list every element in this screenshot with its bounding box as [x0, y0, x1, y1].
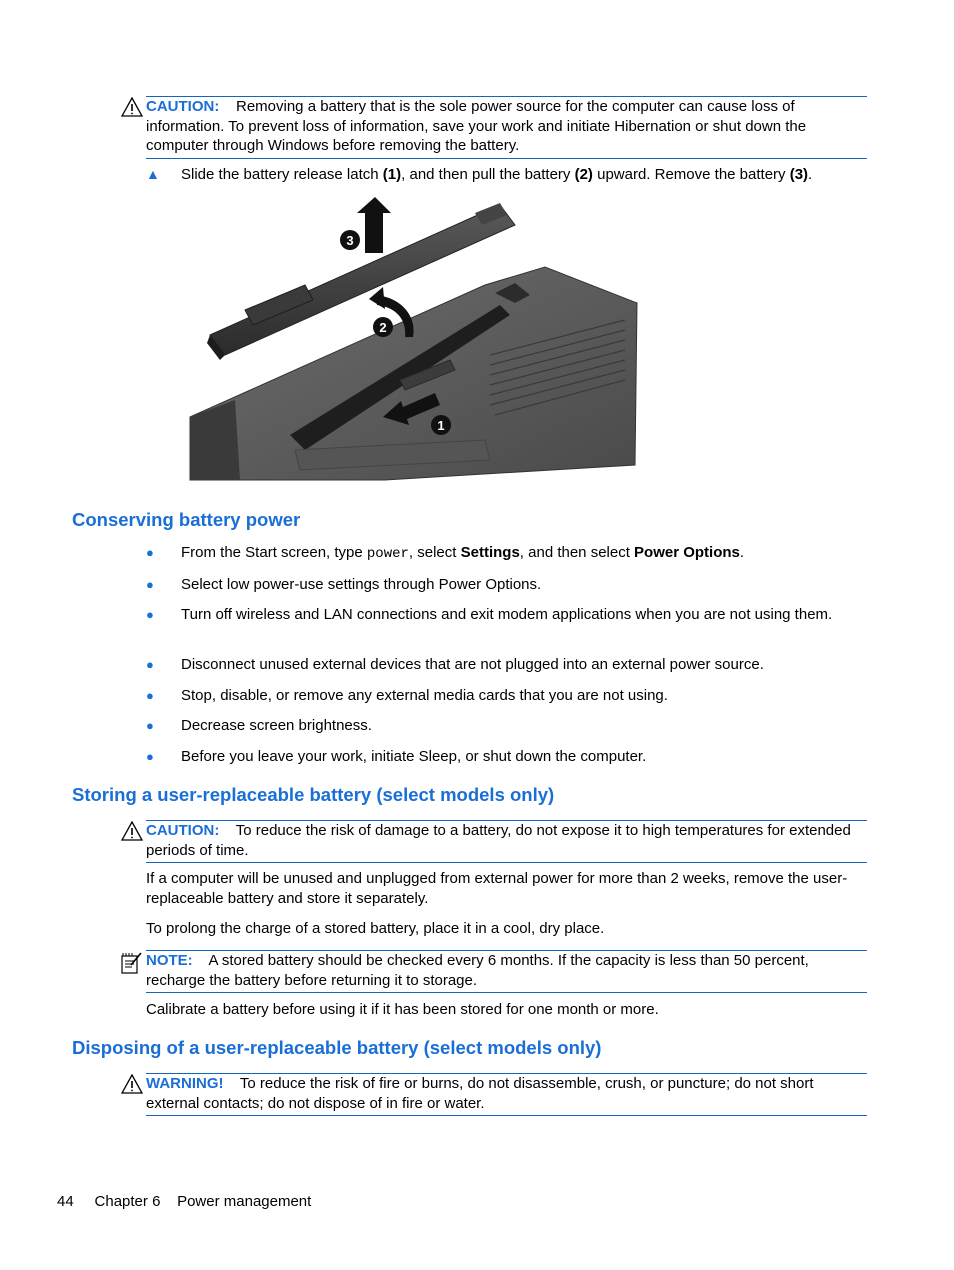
laptop-base	[190, 267, 637, 480]
svg-text:1: 1	[437, 418, 445, 433]
bullet: ●	[146, 577, 154, 592]
arrow-3-up	[357, 197, 391, 253]
caution-label: CAUTION:	[146, 98, 220, 115]
callout-2	[373, 317, 393, 337]
list-item: From the Start screen, type power, select Settings, and then select Power Options.	[181, 544, 745, 562]
bullet: ●	[146, 545, 154, 560]
svg-text:2: 2	[379, 320, 387, 335]
bullet: ●	[146, 718, 154, 733]
battery-removal-figure	[185, 195, 645, 485]
callout-1	[431, 415, 451, 435]
section-title-conserving: Conserving battery power	[72, 509, 301, 530]
warning-notice: WARNING! To reduce the risk of fire or burns, do not disassemble, crush, or puncture; do not short external contacts; do not dispose of in fire or water.	[146, 1073, 867, 1116]
list-item: Disconnect unused external devices that are not plugged into an external power source.	[181, 656, 764, 673]
caution-notice	[146, 96, 867, 159]
list-item: Select low power-use settings through Power Options.	[181, 576, 542, 593]
caution-text: Removing a battery that is the sole power source for the computer can cause loss of information. To prevent loss of information, save your work and initiate Hibernation or shut down the computer through Windows before removing the battery.	[146, 98, 807, 154]
section-title-disposing: Disposing of a user-replaceable battery (select models only)	[72, 1037, 602, 1058]
note-notice: NOTE: A stored battery should be checked every 6 months. If the capacity is less than 50 percent, recharge the battery before returning it to storage.	[146, 950, 867, 993]
bullet: ●	[146, 657, 154, 672]
list-item: Turn off wireless and LAN connections and exit modem applications when you are not using them.	[181, 606, 833, 623]
svg-text:3: 3	[346, 233, 354, 248]
page-number: 44	[57, 1193, 74, 1210]
section-title-storing: Storing a user-replaceable battery (select models only)	[72, 784, 555, 805]
paragraph: If a computer will be unused and unplugged from external power for more than 2 weeks, remove the user-replaceable battery and store it separately.	[146, 870, 848, 907]
step-marker: ▲	[146, 166, 160, 182]
page-footer	[57, 1192, 311, 1212]
list-item: Before you leave your work, initiate Sleep, or shut down the computer.	[181, 748, 647, 765]
caution-icon	[121, 97, 143, 117]
caution-icon	[121, 821, 143, 841]
step-instruction: Slide the battery release latch (1), and then pull the battery (2) upward. Remove the battery (3).	[181, 166, 813, 183]
chapter-title: Power management	[177, 1193, 312, 1210]
paragraph: Calibrate a battery before using it if it has been stored for one month or more.	[146, 1001, 659, 1018]
bullet: ●	[146, 607, 154, 622]
caution-notice: CAUTION: To reduce the risk of damage to a battery, do not expose it to high temperatures for extended periods of time.	[146, 820, 867, 863]
list-item: Decrease screen brightness.	[181, 717, 372, 734]
chapter-label: Chapter 6	[94, 1193, 161, 1210]
bullet: ●	[146, 688, 154, 703]
callout-3	[340, 230, 360, 250]
warning-icon	[121, 1074, 143, 1094]
paragraph: To prolong the charge of a stored battery, place it in a cool, dry place.	[146, 920, 605, 937]
list-item: Stop, disable, or remove any external media cards that you are not using.	[181, 687, 668, 704]
bullet: ●	[146, 749, 154, 764]
note-icon	[119, 951, 143, 975]
